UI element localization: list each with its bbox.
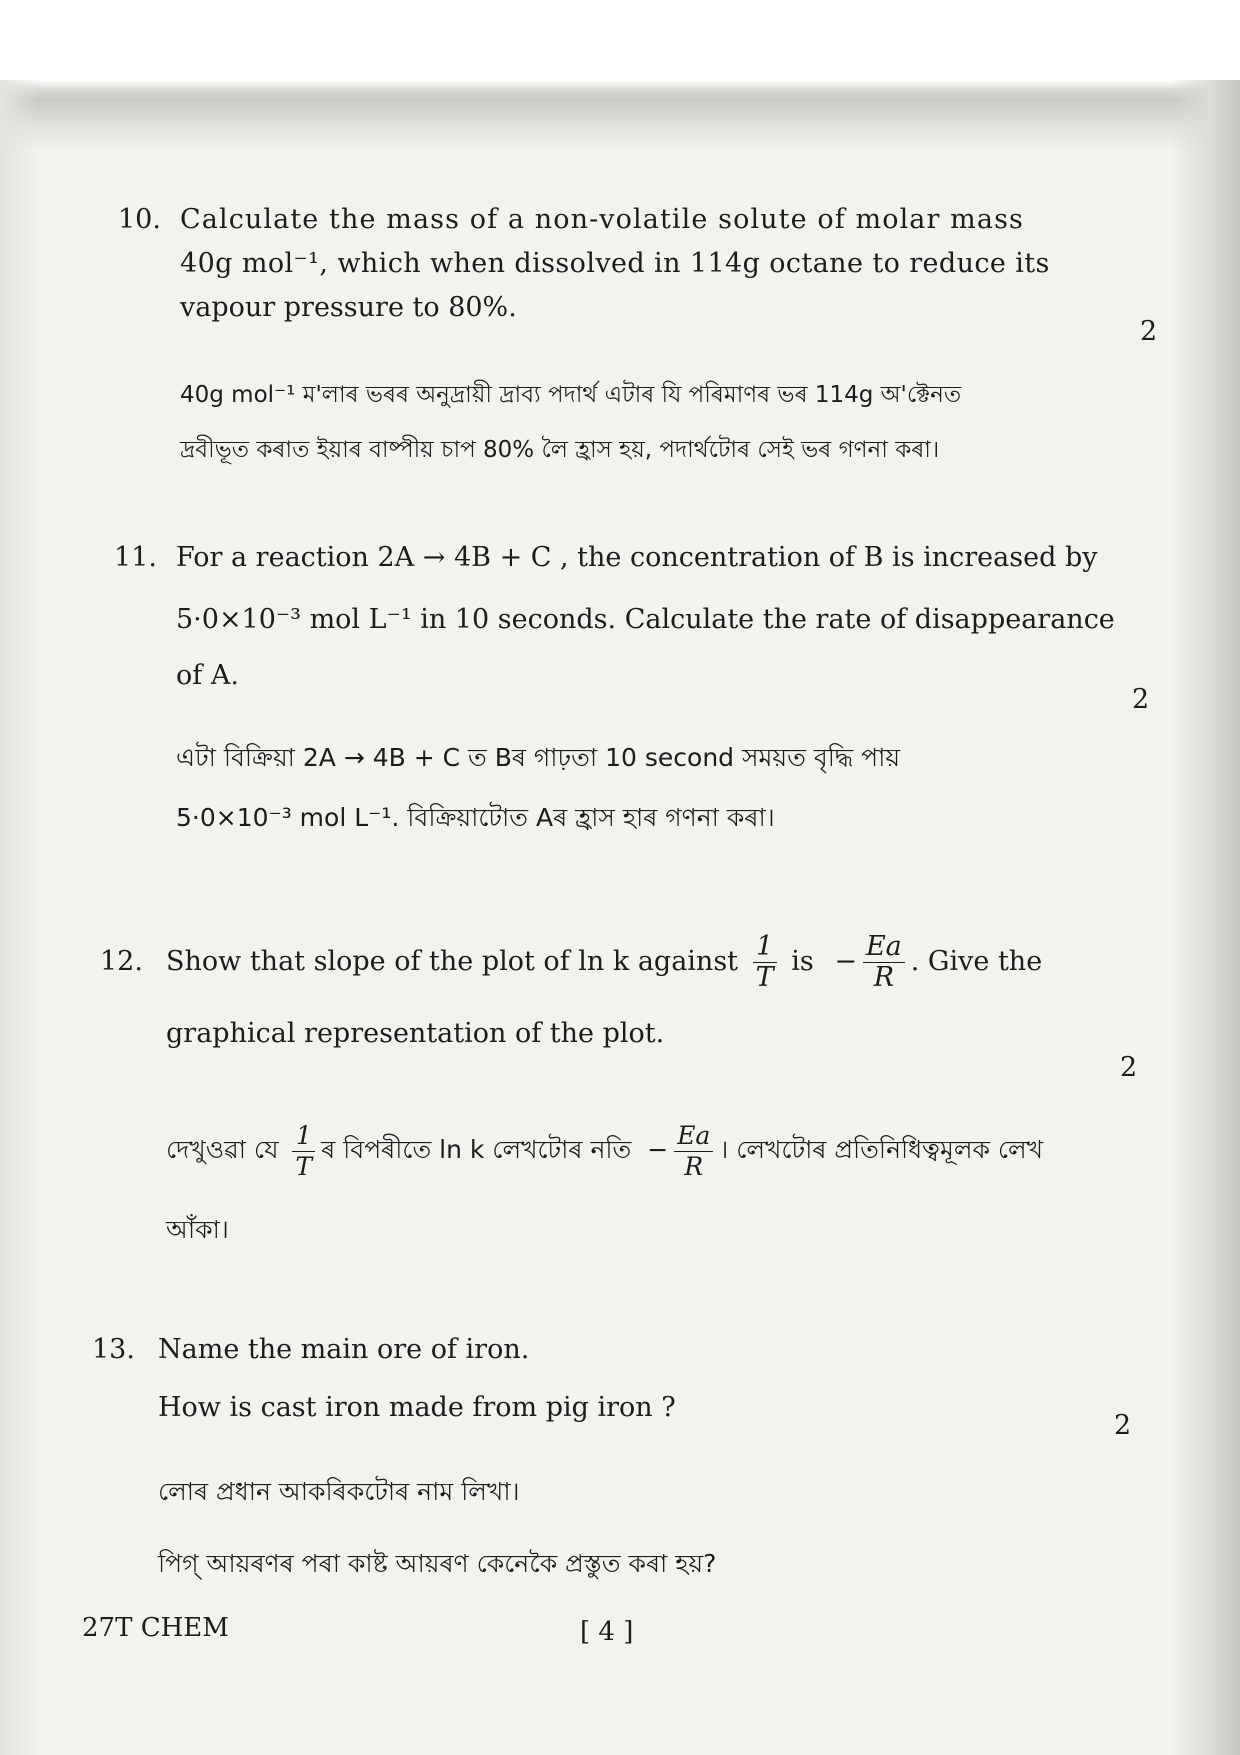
question-text-line: vapour pressure to 80%. [180,292,517,323]
assamese-text: ৰ বিপৰীতে ln k লেখটোৰ নতি [321,1135,632,1164]
question-number: 10. [118,204,161,235]
marks-label: 2 [1132,684,1150,715]
question-13 [92,1328,1152,1608]
fraction-ea-over-r: $\frac{Ea}{R}$ [863,932,905,993]
assamese-text-line: দ্ৰবীভূত কৰাত ইয়াৰ বাষ্পীয় চাপ 80% লৈ হ্ৰাস হয়, পদাৰ্থটোৰ সেই ভৰ গণনা কৰা। [180,437,940,463]
marks-label: 2 [1114,1410,1132,1441]
scan-shadow-left [0,80,40,1755]
question-text-line [166,932,1042,993]
question-11 [114,536,1164,856]
assamese-text-line: লোৰ প্ৰধান আকৰিকটোৰ নাম লিখা। [158,1477,520,1506]
fraction-one-over-T: $\frac{1}{T}$ [753,932,777,993]
assamese-text: দেখুওৱা যে [166,1135,279,1164]
question-text-line: 40g mol⁻¹, which when dissolved in 114g octane to reduce its [180,248,1050,279]
question-number: 13. [92,1334,135,1365]
question-text-line: 5·0×10⁻³ mol L⁻¹ in 10 seconds. Calculate the rate of disappearance [176,604,1115,635]
question-text-line: graphical representation of the plot. [166,1018,665,1049]
minus-sign: − [647,1135,669,1164]
scan-shadow-right [1170,80,1240,1755]
paper-code: 27T CHEM [82,1613,229,1643]
marks-label: 2 [1120,1052,1138,1083]
assamese-text-line: এটা বিক্ৰিয়া 2A → 4B + C ত Bৰ গাঢ়তা 10 second সময়ত বৃদ্ধি পায় [176,743,901,772]
question-text-line: How is cast iron made from pig iron ? [158,1392,676,1423]
question-number: 11. [114,542,157,573]
question-text-line: Name the main ore of iron. [158,1334,530,1365]
question-text: . Give the [910,946,1043,977]
question-number: 12. [100,946,143,977]
question-text-line: of A. [176,660,239,691]
assamese-text-line: 40g mol⁻¹ ম'লাৰ ভৰৰ অনুদ্ৰায়ী দ্ৰাব্য পদাৰ্থ এটাৰ যি পৰিমাণৰ ভৰ 114g অ'ক্টেনত [180,382,962,408]
assamese-text-line: 5·0×10⁻³ mol L⁻¹. বিক্ৰিয়াটোত Aৰ হ্ৰাস হাৰ গণনা কৰা। [176,803,775,832]
scan-shadow-top [0,0,1240,150]
fraction-ea-over-r: $\frac{Ea}{R}$ [674,1121,713,1182]
question-text: is [791,946,814,977]
question-text-line: For a reaction 2A → 4B + C , the concentration of B is increased by [176,542,1098,573]
page-number: [ 4 ] [580,1617,634,1647]
minus-sign: − [834,946,857,977]
marks-label: 2 [1140,316,1158,347]
fraction-one-over-T: $\frac{1}{T}$ [292,1121,315,1182]
question-text: Show that slope of the plot of ln k against [166,946,739,977]
assamese-text-line: পিগ্ আয়ৰণৰ পৰা কাষ্ট আয়ৰণ কেনেকৈ প্ৰস্তুত কৰা হয়? [158,1549,717,1578]
assamese-text-line [166,1120,1043,1182]
assamese-text-line: আঁকা। [166,1215,229,1244]
question-text-line: Calculate the mass of a non-volatile solute of molar mass [180,204,1024,235]
question-12 [100,931,1160,1270]
assamese-text: । লেখটোৰ প্ৰতিনিধিত্বমূলক লেখ [719,1135,1044,1164]
question-10 [118,198,1168,498]
